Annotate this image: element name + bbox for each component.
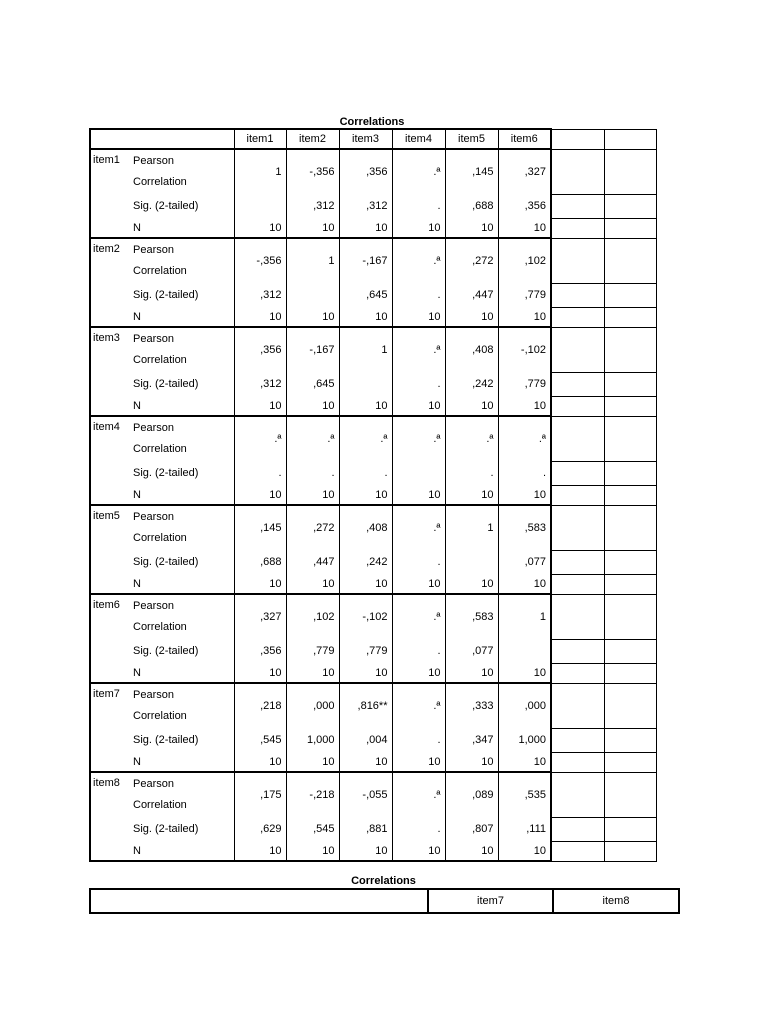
pearson-row bbox=[90, 505, 656, 550]
n-value: 10 bbox=[445, 752, 498, 772]
extra-cell bbox=[551, 639, 604, 663]
extra-cell bbox=[551, 817, 604, 841]
extra-cell bbox=[604, 218, 656, 238]
n-value: 10 bbox=[498, 485, 551, 505]
sig-label: Sig. (2-tailed) bbox=[133, 378, 199, 390]
pearson-label bbox=[130, 683, 234, 728]
sig-row bbox=[90, 550, 656, 574]
sig-label: Sig. (2-tailed) bbox=[133, 734, 199, 746]
n-value: 10 bbox=[392, 485, 445, 505]
column-header-item1: item1 bbox=[234, 129, 286, 149]
pearson-value: .ª bbox=[392, 149, 445, 194]
pearson-label-line2: Correlation bbox=[133, 176, 187, 188]
pearson-value: 1 bbox=[234, 149, 286, 194]
sig-value: . bbox=[234, 461, 286, 485]
sig-value bbox=[234, 194, 286, 218]
row-variable-label: item3 bbox=[90, 327, 130, 416]
pearson-value: .ª bbox=[286, 416, 339, 461]
sig-value: ,545 bbox=[286, 817, 339, 841]
sig-value: ,347 bbox=[445, 728, 498, 752]
pearson-label bbox=[130, 327, 234, 372]
pearson-row bbox=[90, 149, 656, 194]
pearson-value: ,356 bbox=[234, 327, 286, 372]
column-header-item4: item4 bbox=[392, 129, 445, 149]
n-row bbox=[90, 218, 656, 238]
pearson-value: ,102 bbox=[498, 238, 551, 283]
pearson-value: 1 bbox=[445, 505, 498, 550]
n-value: 10 bbox=[286, 218, 339, 238]
pearson-value: ,583 bbox=[498, 505, 551, 550]
extra-cell bbox=[551, 594, 604, 639]
correlations-title-2: Correlations bbox=[351, 875, 416, 887]
n-row bbox=[90, 663, 656, 683]
sig-row bbox=[90, 461, 656, 485]
row-variable-label: item7 bbox=[90, 683, 130, 772]
header-row bbox=[90, 129, 656, 149]
n-value: 10 bbox=[498, 307, 551, 327]
n-value: 10 bbox=[339, 752, 392, 772]
n-value: 10 bbox=[234, 396, 286, 416]
n-label: N bbox=[130, 574, 234, 594]
extra-cell bbox=[604, 283, 656, 307]
extra-cell bbox=[604, 550, 656, 574]
sig-value bbox=[498, 639, 551, 663]
pearson-value: .ª bbox=[234, 416, 286, 461]
sig-label: Sig. (2-tailed) bbox=[133, 467, 199, 479]
pearson-value: ,535 bbox=[498, 772, 551, 817]
sig-value: ,779 bbox=[286, 639, 339, 663]
n-value: 10 bbox=[234, 574, 286, 594]
extra-cell bbox=[604, 683, 656, 728]
pearson-label bbox=[130, 594, 234, 639]
pearson-value: ,327 bbox=[234, 594, 286, 639]
n-value: 10 bbox=[498, 574, 551, 594]
pearson-label-line2: Correlation bbox=[133, 532, 187, 544]
extra-cell bbox=[604, 772, 656, 817]
pearson-value: ,272 bbox=[445, 238, 498, 283]
n-row bbox=[90, 396, 656, 416]
pearson-value: ,175 bbox=[234, 772, 286, 817]
pearson-label bbox=[130, 505, 234, 550]
extra-cell bbox=[551, 772, 604, 817]
n-value: 10 bbox=[498, 218, 551, 238]
n-value: 10 bbox=[286, 841, 339, 861]
pearson-label-line1: Pearson bbox=[133, 155, 174, 167]
extra-cell bbox=[551, 752, 604, 772]
pearson-value: ,327 bbox=[498, 149, 551, 194]
sig-value: ,807 bbox=[445, 817, 498, 841]
n-value: 10 bbox=[392, 574, 445, 594]
pearson-label-line2: Correlation bbox=[133, 265, 187, 277]
n-value: 10 bbox=[498, 752, 551, 772]
extra-cell bbox=[551, 728, 604, 752]
pearson-value: .ª bbox=[498, 416, 551, 461]
n-row bbox=[90, 307, 656, 327]
sig-value: ,779 bbox=[339, 639, 392, 663]
table2-header-item7: item7 bbox=[428, 889, 553, 913]
extra-cell bbox=[604, 149, 656, 194]
n-row bbox=[90, 574, 656, 594]
pearson-label-line1: Pearson bbox=[133, 244, 174, 256]
n-value: 10 bbox=[286, 752, 339, 772]
sig-value: 1,000 bbox=[498, 728, 551, 752]
n-value: 10 bbox=[286, 574, 339, 594]
pearson-label-line1: Pearson bbox=[133, 689, 174, 701]
extra-cell bbox=[551, 550, 604, 574]
table2-corner-cell bbox=[90, 889, 428, 913]
sig-value: ,779 bbox=[498, 283, 551, 307]
n-value: 10 bbox=[498, 396, 551, 416]
row-variable-label: item5 bbox=[90, 505, 130, 594]
n-value: 10 bbox=[498, 663, 551, 683]
sig-value: ,629 bbox=[234, 817, 286, 841]
pearson-label-line2: Correlation bbox=[133, 443, 187, 455]
pearson-value: -,167 bbox=[339, 238, 392, 283]
pearson-value: .ª bbox=[392, 772, 445, 817]
n-value: 10 bbox=[445, 307, 498, 327]
extra-cell bbox=[604, 461, 656, 485]
pearson-value: ,272 bbox=[286, 505, 339, 550]
n-label: N bbox=[130, 396, 234, 416]
sig-value: ,447 bbox=[445, 283, 498, 307]
header-corner-2 bbox=[130, 129, 234, 149]
n-value: 10 bbox=[234, 485, 286, 505]
pearson-label-line1: Pearson bbox=[133, 333, 174, 345]
pearson-label bbox=[130, 149, 234, 194]
pearson-label-line1: Pearson bbox=[133, 422, 174, 434]
extra-cell bbox=[551, 683, 604, 728]
pearson-value: -,055 bbox=[339, 772, 392, 817]
n-value: 10 bbox=[445, 663, 498, 683]
extra-cell bbox=[604, 327, 656, 372]
sig-row bbox=[90, 817, 656, 841]
pearson-label-line1: Pearson bbox=[133, 778, 174, 790]
extra-cell bbox=[604, 485, 656, 505]
n-value: 10 bbox=[339, 396, 392, 416]
n-value: 10 bbox=[339, 841, 392, 861]
sig-value bbox=[445, 550, 498, 574]
n-value: 10 bbox=[234, 663, 286, 683]
sig-value: . bbox=[392, 283, 445, 307]
pearson-value: ,145 bbox=[234, 505, 286, 550]
column-header-item3: item3 bbox=[339, 129, 392, 149]
extra-cell bbox=[604, 663, 656, 683]
n-value: 10 bbox=[392, 841, 445, 861]
sig-value: ,645 bbox=[286, 372, 339, 396]
n-label: N bbox=[130, 841, 234, 861]
sig-value: ,077 bbox=[445, 639, 498, 663]
n-value: 10 bbox=[286, 485, 339, 505]
extra-cell bbox=[604, 817, 656, 841]
extra-col-2 bbox=[604, 129, 656, 149]
pearson-value: -,356 bbox=[286, 149, 339, 194]
extra-cell bbox=[604, 416, 656, 461]
sig-value: ,312 bbox=[234, 283, 286, 307]
row-variable-label: item4 bbox=[90, 416, 130, 505]
sig-value: . bbox=[392, 817, 445, 841]
n-value: 10 bbox=[234, 752, 286, 772]
pearson-value: ,356 bbox=[339, 149, 392, 194]
pearson-value: .ª bbox=[392, 238, 445, 283]
n-value: 10 bbox=[445, 485, 498, 505]
n-value: 10 bbox=[392, 752, 445, 772]
extra-cell bbox=[604, 238, 656, 283]
sig-value: . bbox=[392, 639, 445, 663]
correlations-title: Correlations bbox=[339, 116, 405, 128]
extra-col-1 bbox=[551, 129, 604, 149]
extra-cell bbox=[604, 594, 656, 639]
sig-value: . bbox=[392, 194, 445, 218]
n-value: 10 bbox=[392, 218, 445, 238]
extra-cell bbox=[604, 574, 656, 594]
pearson-value: .ª bbox=[445, 416, 498, 461]
n-value: 10 bbox=[445, 396, 498, 416]
n-value: 10 bbox=[234, 841, 286, 861]
extra-cell bbox=[551, 574, 604, 594]
row-variable-label: item8 bbox=[90, 772, 130, 861]
n-value: 10 bbox=[445, 841, 498, 861]
pearson-value: .ª bbox=[392, 683, 445, 728]
sig-value: . bbox=[339, 461, 392, 485]
n-row bbox=[90, 841, 656, 861]
pearson-value: .ª bbox=[392, 327, 445, 372]
extra-cell bbox=[551, 283, 604, 307]
n-label: N bbox=[130, 752, 234, 772]
pearson-value: ,218 bbox=[234, 683, 286, 728]
sig-value: ,242 bbox=[339, 550, 392, 574]
pearson-value: .ª bbox=[339, 416, 392, 461]
n-value: 10 bbox=[339, 663, 392, 683]
n-row bbox=[90, 485, 656, 505]
sig-value: ,688 bbox=[234, 550, 286, 574]
extra-cell bbox=[551, 372, 604, 396]
extra-cell bbox=[604, 752, 656, 772]
pearson-value: ,333 bbox=[445, 683, 498, 728]
extra-cell bbox=[604, 841, 656, 861]
pearson-value: 1 bbox=[286, 238, 339, 283]
extra-cell bbox=[551, 194, 604, 218]
n-label: N bbox=[130, 485, 234, 505]
n-value: 10 bbox=[339, 485, 392, 505]
extra-cell bbox=[551, 218, 604, 238]
pearson-row bbox=[90, 772, 656, 817]
pearson-label-line2: Correlation bbox=[133, 710, 187, 722]
n-value: 10 bbox=[234, 307, 286, 327]
sig-value bbox=[339, 372, 392, 396]
n-value: 10 bbox=[392, 396, 445, 416]
n-value: 10 bbox=[286, 307, 339, 327]
column-header-item5: item5 bbox=[445, 129, 498, 149]
sig-value: . bbox=[392, 728, 445, 752]
pearson-label-line2: Correlation bbox=[133, 354, 187, 366]
pearson-value: ,102 bbox=[286, 594, 339, 639]
n-value: 10 bbox=[234, 218, 286, 238]
sig-label: Sig. (2-tailed) bbox=[133, 289, 199, 301]
n-value: 10 bbox=[392, 307, 445, 327]
pearson-value: .ª bbox=[392, 594, 445, 639]
pearson-value: ,583 bbox=[445, 594, 498, 639]
pearson-label-line2: Correlation bbox=[133, 799, 187, 811]
pearson-row bbox=[90, 327, 656, 372]
sig-value: ,312 bbox=[234, 372, 286, 396]
column-header-item6: item6 bbox=[498, 129, 551, 149]
n-value: 10 bbox=[286, 396, 339, 416]
extra-cell bbox=[551, 461, 604, 485]
pearson-value: 1 bbox=[498, 594, 551, 639]
table2-header-item8: item8 bbox=[553, 889, 679, 913]
sig-value: . bbox=[392, 372, 445, 396]
extra-cell bbox=[551, 416, 604, 461]
n-label: N bbox=[130, 663, 234, 683]
n-value: 10 bbox=[498, 841, 551, 861]
sig-value: . bbox=[286, 461, 339, 485]
n-row bbox=[90, 752, 656, 772]
n-value: 10 bbox=[339, 574, 392, 594]
sig-value: . bbox=[498, 461, 551, 485]
column-header-item2: item2 bbox=[286, 129, 339, 149]
pearson-value: ,145 bbox=[445, 149, 498, 194]
sig-value bbox=[392, 461, 445, 485]
sig-value: ,077 bbox=[498, 550, 551, 574]
pearson-label bbox=[130, 772, 234, 817]
extra-cell bbox=[604, 372, 656, 396]
extra-cell bbox=[551, 149, 604, 194]
sig-value: ,356 bbox=[234, 639, 286, 663]
sig-label: Sig. (2-tailed) bbox=[133, 645, 199, 657]
sig-value: . bbox=[445, 461, 498, 485]
pearson-value: ,000 bbox=[498, 683, 551, 728]
pearson-value: -,102 bbox=[339, 594, 392, 639]
table2-header-row bbox=[90, 889, 679, 913]
n-value: 10 bbox=[286, 663, 339, 683]
extra-cell bbox=[604, 396, 656, 416]
n-value: 10 bbox=[392, 663, 445, 683]
sig-value: ,356 bbox=[498, 194, 551, 218]
extra-cell bbox=[551, 663, 604, 683]
pearson-label-line2: Correlation bbox=[133, 621, 187, 633]
sig-value: ,688 bbox=[445, 194, 498, 218]
extra-cell bbox=[604, 728, 656, 752]
pearson-value: -,356 bbox=[234, 238, 286, 283]
header-corner bbox=[90, 129, 130, 149]
sig-row bbox=[90, 728, 656, 752]
extra-cell bbox=[551, 238, 604, 283]
pearson-label bbox=[130, 416, 234, 461]
pearson-row bbox=[90, 594, 656, 639]
extra-cell bbox=[604, 639, 656, 663]
sig-value: ,545 bbox=[234, 728, 286, 752]
n-value: 10 bbox=[445, 574, 498, 594]
sig-value: ,312 bbox=[286, 194, 339, 218]
n-label: N bbox=[130, 218, 234, 238]
pearson-row bbox=[90, 683, 656, 728]
extra-cell bbox=[551, 396, 604, 416]
sig-row bbox=[90, 283, 656, 307]
sig-value: ,779 bbox=[498, 372, 551, 396]
sig-value: 1,000 bbox=[286, 728, 339, 752]
correlations-table bbox=[89, 128, 657, 862]
sig-row bbox=[90, 372, 656, 396]
sig-label: Sig. (2-tailed) bbox=[133, 200, 199, 212]
row-variable-label: item1 bbox=[90, 149, 130, 238]
n-value: 10 bbox=[445, 218, 498, 238]
extra-cell bbox=[551, 327, 604, 372]
row-variable-label: item6 bbox=[90, 594, 130, 683]
pearson-value: -,218 bbox=[286, 772, 339, 817]
extra-cell bbox=[604, 307, 656, 327]
pearson-value: ,408 bbox=[339, 505, 392, 550]
sig-value: ,447 bbox=[286, 550, 339, 574]
pearson-value: .ª bbox=[392, 505, 445, 550]
extra-cell bbox=[551, 841, 604, 861]
pearson-label-line1: Pearson bbox=[133, 600, 174, 612]
sig-value bbox=[286, 283, 339, 307]
sig-value: . bbox=[392, 550, 445, 574]
extra-cell bbox=[551, 505, 604, 550]
pearson-value: ,000 bbox=[286, 683, 339, 728]
pearson-value: -,167 bbox=[286, 327, 339, 372]
extra-cell bbox=[604, 194, 656, 218]
pearson-label-line1: Pearson bbox=[133, 511, 174, 523]
sig-value: ,312 bbox=[339, 194, 392, 218]
sig-value: ,881 bbox=[339, 817, 392, 841]
sig-row bbox=[90, 639, 656, 663]
pearson-row bbox=[90, 416, 656, 461]
sig-value: ,645 bbox=[339, 283, 392, 307]
correlations-table-2 bbox=[89, 888, 680, 914]
pearson-value: ,816** bbox=[339, 683, 392, 728]
pearson-value: ,408 bbox=[445, 327, 498, 372]
sig-label: Sig. (2-tailed) bbox=[133, 823, 199, 835]
n-value: 10 bbox=[339, 218, 392, 238]
pearson-row bbox=[90, 238, 656, 283]
extra-cell bbox=[604, 505, 656, 550]
extra-cell bbox=[551, 485, 604, 505]
pearson-value: ,089 bbox=[445, 772, 498, 817]
sig-label: Sig. (2-tailed) bbox=[133, 556, 199, 568]
pearson-value: -,102 bbox=[498, 327, 551, 372]
extra-cell bbox=[551, 307, 604, 327]
row-variable-label: item2 bbox=[90, 238, 130, 327]
pearson-value: 1 bbox=[339, 327, 392, 372]
sig-row bbox=[90, 194, 656, 218]
pearson-label bbox=[130, 238, 234, 283]
sig-value: ,111 bbox=[498, 817, 551, 841]
pearson-value: .ª bbox=[392, 416, 445, 461]
sig-value: ,242 bbox=[445, 372, 498, 396]
n-value: 10 bbox=[339, 307, 392, 327]
sig-value: ,004 bbox=[339, 728, 392, 752]
n-label: N bbox=[130, 307, 234, 327]
